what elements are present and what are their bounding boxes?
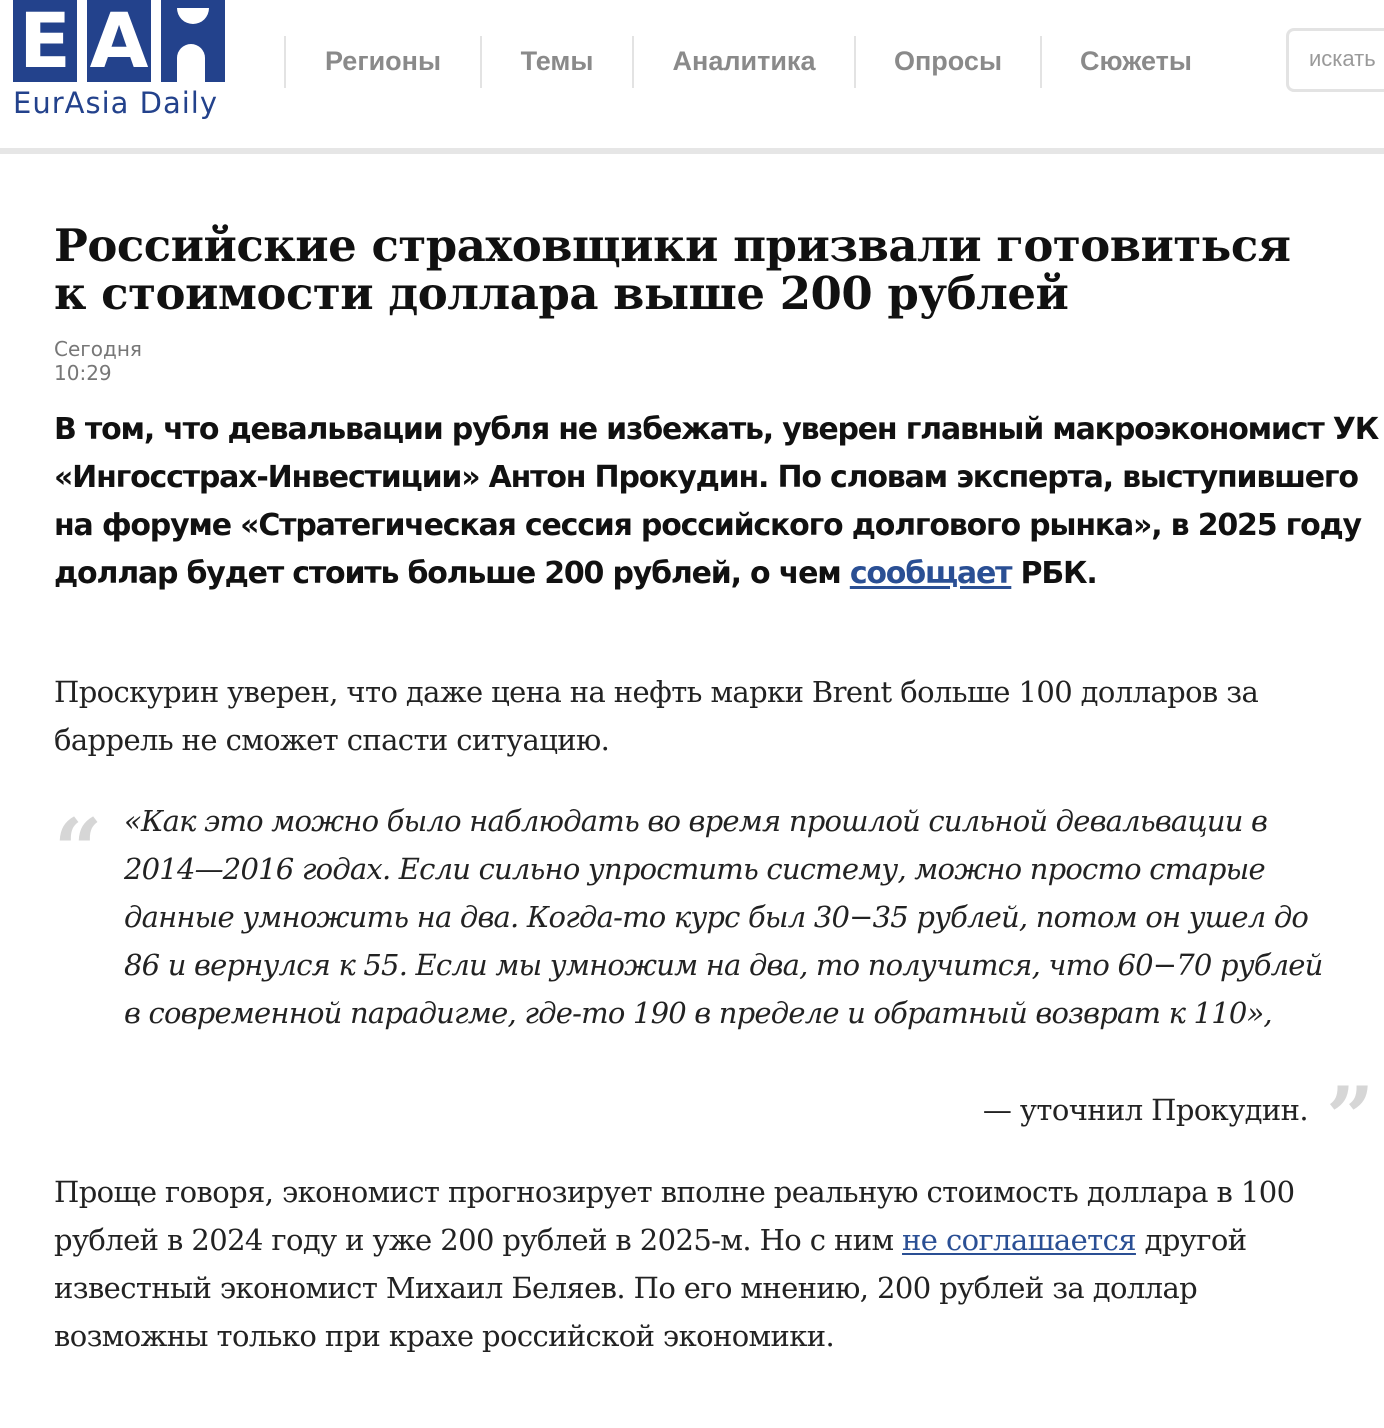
quote-open-icon: “ [54, 800, 103, 899]
nav-item-regions[interactable]: Регионы [284, 36, 480, 88]
article-paragraph-1: Проскурин уверен, что даже цена на нефть марки Brent больше 100 долларов за баррель не сможет спасти ситуацию. [54, 675, 1259, 757]
lead-text: В том, что девальвации рубля не избежать, уверен главный макроэкономист УК «Ингосстрах-Инвестиции» Антон Прокудин. По словам эксперта, выступившего на форуме «Стратегическая сессия российского долгового рынка», в 2025 году доллар будет стоить больше 200 рублей, о чем [54, 412, 1379, 591]
quote-close-icon: ” [1326, 1068, 1375, 1167]
header-divider [0, 148, 1384, 154]
paragraph-2-text-end: другой известный экономист Михаил Беляев. По его мнению, 200 рублей за доллар возможны только при крахе российской экономики. [54, 1223, 1247, 1353]
nav-item-stories[interactable]: Сюжеты [1040, 36, 1230, 88]
site-logo[interactable] [13, 0, 228, 126]
article-title-line-2: к стоимости доллара выше 200 рублей [54, 267, 1069, 320]
blockquote-text: «Как это можно было наблюдать во время прошлой сильной девальвации в 2014—2016 годах. Если сильно упростить систему, можно просто старые данные умножить на два. Когда-то курс был 30−35 рублей, потом он ушел до 86 и вернулся к 55. Если мы умножим на два, то получится, что 60−70 рублей в современной парадигме, где-то 190 в пределе и обратный возврат к 110», [124, 804, 1323, 1030]
site-header [0, 0, 1384, 148]
logo-letter-e: E [13, 0, 77, 82]
nav-item-analytics[interactable]: Аналитика [632, 36, 854, 88]
lead-text-end: РБК. [1011, 556, 1097, 591]
nav-item-polls[interactable]: Опросы [854, 36, 1040, 88]
article-date-time: 10:29 [54, 361, 112, 385]
search-input[interactable] [1289, 31, 1384, 87]
article-paragraph-2 [54, 1168, 1334, 1360]
article-date-day: Сегодня [54, 337, 142, 361]
logo-letter-d [161, 0, 225, 82]
logo-letter-a: A [87, 0, 151, 82]
article-date [54, 337, 142, 385]
logo-text: EurAsia Daily [13, 86, 218, 120]
logo-d-shape-top [177, 8, 209, 24]
blockquote-attribution: — уточнил Прокудин. [982, 1093, 1308, 1127]
nav-item-topics[interactable]: Темы [480, 36, 632, 88]
article-title-line-1: Российские страховщики призвали готовиться [54, 219, 1291, 272]
logo-d-shape-bottom [177, 44, 205, 82]
article-lead [54, 406, 1378, 598]
disagree-link[interactable]: не соглашается [902, 1223, 1136, 1257]
article-title [54, 219, 1314, 320]
lead-source-link[interactable]: сообщает [849, 556, 1012, 591]
search-box [1286, 28, 1384, 92]
main-nav [284, 36, 1230, 88]
paragraph-2-text: Проще говоря, экономист прогнозирует вполне реальную стоимость доллара в 100 рублей в 2024 году и уже 200 рублей в 2025-м. Но с ним [54, 1175, 1295, 1257]
